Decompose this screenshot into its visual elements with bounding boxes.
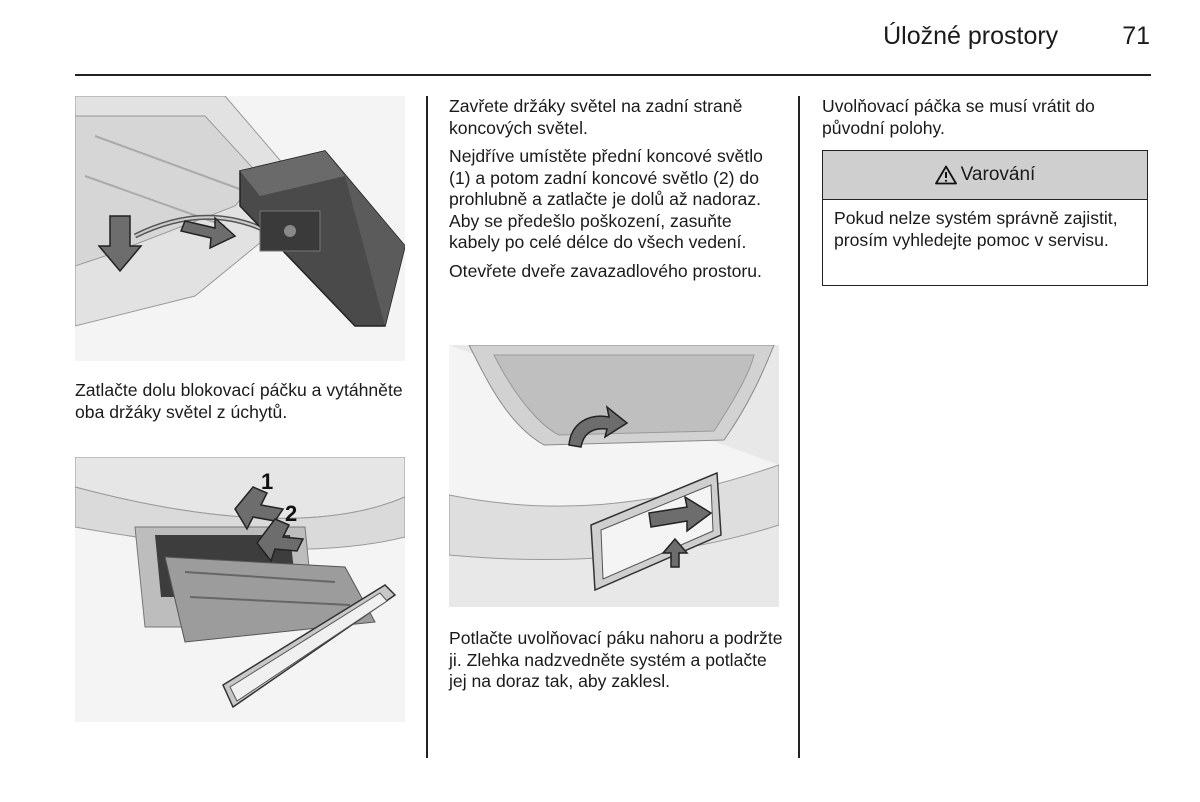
page-header — [883, 22, 1150, 51]
col1-caption-text: Zatlačte dolu blokovací páčku a vytáhněte oba držáky světel z úchytů. — [75, 380, 403, 422]
figure-rear-hatch — [449, 345, 779, 607]
col2-para-2: Nejdříve umístěte přední koncové světlo (1) a potom zadní koncové světlo (2) do prohlubně a zatlačte je dolů až nadoraz. Aby se předešlo poškození, zasuňte kabely po celé délce do všech vedení. — [449, 146, 763, 252]
warning-text: Pokud nelze systém správně zajistit, prosím vyhledejte pomoc v servisu. — [834, 208, 1118, 250]
col2-text-top — [449, 96, 784, 289]
section-title: Úložné prostory — [883, 22, 1059, 50]
figure-lock-lever — [75, 457, 405, 722]
page-number: 71 — [1122, 22, 1150, 50]
callout-2: 2 — [285, 501, 298, 526]
header-rule — [75, 74, 1151, 76]
warning-box — [822, 150, 1148, 286]
warning-title: Varování — [960, 164, 1036, 185]
column-divider-left — [426, 96, 428, 758]
col2-para-3: Otevřete dveře zavazadlového prostoru. — [449, 260, 762, 281]
callout-1: 1 — [261, 469, 274, 494]
column-divider-right — [798, 96, 800, 758]
col3-text — [822, 96, 1152, 146]
col1-caption — [75, 380, 405, 430]
warning-triangle-icon — [935, 165, 957, 185]
warning-header — [823, 151, 1147, 200]
col2-caption-text: Potlačte uvolňovací páku nahoru a podržte ji. Zlehka nadzvedněte systém a potlačte jej na doraz tak, aby zaklesl. — [449, 628, 783, 691]
col3-para-1: Uvolňovací páčka se musí vrátit do původní polohy. — [822, 96, 1095, 138]
figure-light-carrier-removal — [75, 96, 405, 361]
col2-caption — [449, 628, 784, 700]
col2-para-1: Zavřete držáky světel na zadní straně koncových světel. — [449, 96, 743, 138]
